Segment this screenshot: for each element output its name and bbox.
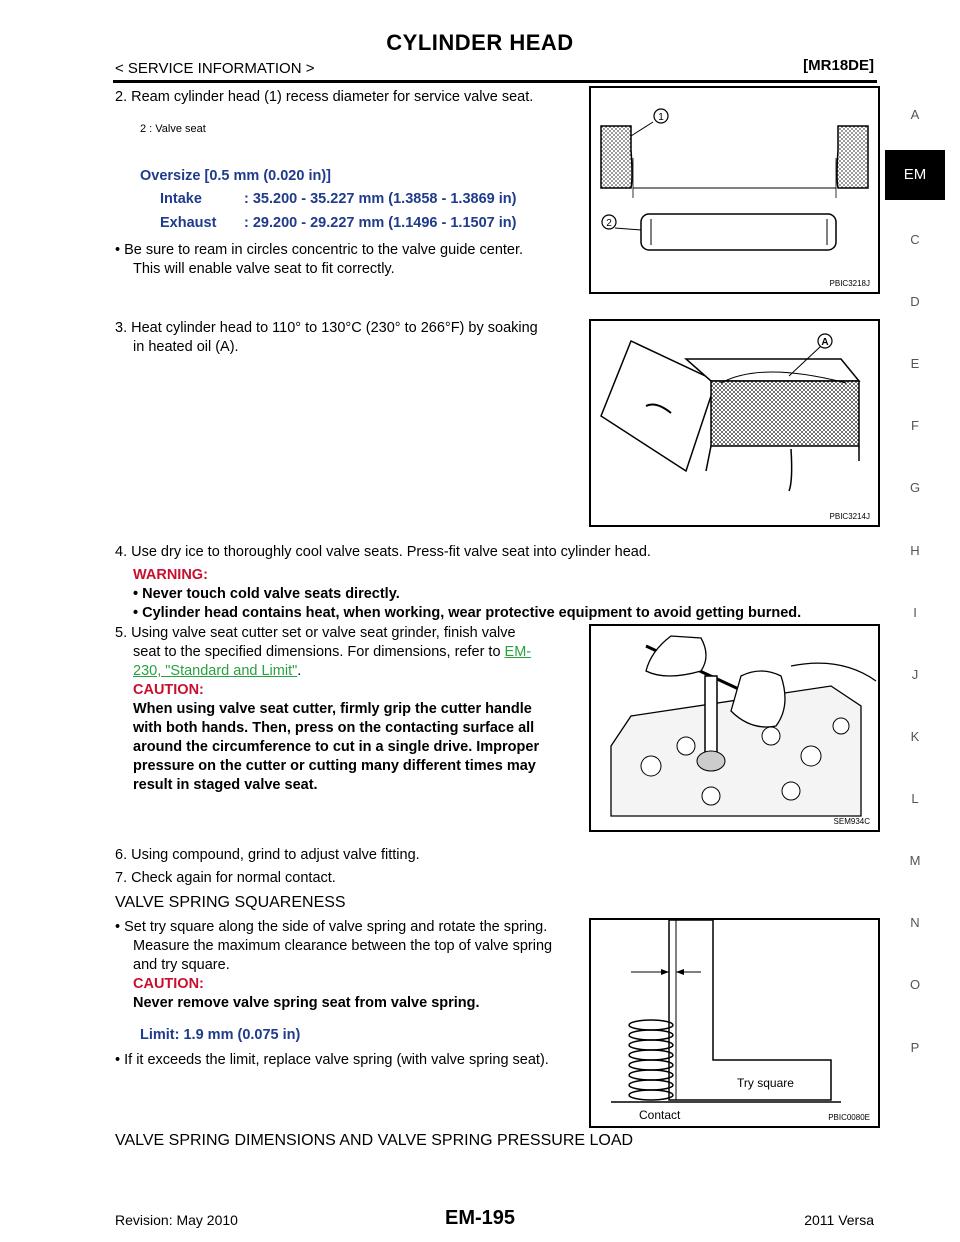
- step-2-bullet-line1: • Be sure to ream in circles concentric to the valve guide center.: [115, 242, 524, 258]
- intake-value: : 35.200 - 35.227 mm (1.3858 - 1.3869 in): [244, 191, 517, 207]
- caution-line-4: pressure on the cutter or cutting many different times may: [133, 758, 536, 774]
- side-index-active-tab[interactable]: EM: [885, 150, 945, 200]
- figure-seat-cutter: [589, 624, 880, 832]
- side-index-l[interactable]: L: [911, 791, 919, 806]
- contact-label: Contact: [639, 1108, 681, 1122]
- squareness-bullet-1-line3: and try square.: [133, 957, 230, 973]
- side-index-n[interactable]: N: [910, 915, 920, 930]
- figure-valve-seat-recess: [589, 86, 880, 294]
- step-2-bullet-line2: This will enable valve seat to fit correctly.: [133, 261, 395, 277]
- oversize-label: Oversize [0.5 mm (0.020 in)]: [140, 168, 331, 184]
- step-2-legend: 2 : Valve seat: [140, 123, 206, 135]
- callout-1: 1: [658, 112, 664, 123]
- side-index-g[interactable]: G: [909, 480, 921, 495]
- standard-and-limit-link[interactable]: 230, "Standard and Limit": [133, 663, 298, 679]
- squareness-bullet-1-line1: • Set try square along the side of valve spring and rotate the spring.: [115, 919, 548, 935]
- squareness-bullet-2: • If it exceeds the limit, replace valve spring (with valve spring seat).: [115, 1052, 549, 1068]
- step-6-text: 6. Using compound, grind to adjust valve fitting.: [115, 847, 420, 863]
- side-index-j[interactable]: J: [911, 667, 919, 682]
- figure-code: PBIC3214J: [829, 512, 870, 521]
- step-5-line3: [133, 662, 301, 681]
- callout-2: 2: [606, 218, 612, 229]
- squareness-limit: Limit: 1.9 mm (0.075 in): [140, 1027, 301, 1043]
- header-rule: [113, 80, 877, 83]
- step-7-text: 7. Check again for normal contact.: [115, 870, 336, 886]
- side-index-d[interactable]: D: [910, 294, 920, 309]
- engine-label: [MR18DE]: [803, 57, 874, 74]
- try-square-label: Try square: [737, 1076, 794, 1090]
- seat-cutter-drawing: [591, 626, 878, 830]
- step-4-text: 4. Use dry ice to thoroughly cool valve seats. Press-fit valve seat into cylinder head.: [115, 544, 651, 560]
- link-period: .: [297, 663, 302, 679]
- side-index-h[interactable]: H: [910, 543, 920, 558]
- valve-seat-recess-drawing: [591, 88, 878, 292]
- caution-line-5: result in staged valve seat.: [133, 777, 318, 793]
- exhaust-label: Exhaust: [160, 215, 217, 231]
- step-5-line1: 5. Using valve seat cutter set or valve seat grinder, finish valve: [115, 625, 516, 641]
- squareness-caution-label: CAUTION:: [133, 976, 204, 992]
- page-title: CYLINDER HEAD: [386, 30, 574, 55]
- side-index-o[interactable]: O: [909, 977, 921, 992]
- squareness-bullet-1-line2: Measure the maximum clearance between the top of valve spring: [133, 938, 553, 954]
- warning-item-1: • Never touch cold valve seats directly.: [133, 586, 400, 602]
- side-index-i[interactable]: I: [913, 605, 917, 620]
- footer-revision: Revision: May 2010: [115, 1212, 238, 1228]
- step-5-line2: [133, 643, 531, 662]
- intake-label: Intake: [160, 191, 202, 207]
- warning-label: WARNING:: [133, 567, 208, 583]
- figure-heated-oil: [589, 319, 880, 527]
- side-index-k[interactable]: K: [910, 729, 920, 744]
- em-230-link-start[interactable]: EM-: [504, 644, 532, 660]
- figure-code: PBIC0080E: [828, 1113, 870, 1122]
- step-3-line1: 3. Heat cylinder head to 110° to 130°C (230° to 266°F) by soaking: [115, 320, 538, 336]
- step-5-line2-text: seat to the specified dimensions. For dimensions, refer to: [133, 644, 501, 660]
- footer-model: 2011 Versa: [804, 1212, 874, 1228]
- caution-line-3: around the circumference to cut in a single drive. Improper: [133, 739, 540, 755]
- figure-code: PBIC3218J: [829, 279, 870, 288]
- page-number: EM-195: [444, 1207, 516, 1229]
- caution-line-2: with both hands. Then, press on the contacting surface all: [133, 720, 535, 736]
- caution-line-1: When using valve seat cutter, firmly grip the cutter handle: [133, 701, 532, 717]
- next-section-heading: VALVE SPRING DIMENSIONS AND VALVE SPRING PRESSURE LOAD: [115, 1132, 634, 1149]
- figure-try-square: [589, 918, 880, 1128]
- side-index-p[interactable]: P: [910, 1040, 920, 1055]
- step-2-text: 2. Ream cylinder head (1) recess diameter for service valve seat.: [115, 89, 534, 105]
- section-label: < SERVICE INFORMATION >: [115, 60, 315, 77]
- try-square-drawing: [591, 920, 878, 1126]
- side-index-c[interactable]: C: [910, 232, 920, 247]
- side-index-e[interactable]: E: [910, 356, 920, 371]
- caution-label: CAUTION:: [133, 682, 204, 698]
- heated-oil-drawing: [591, 321, 878, 525]
- figure-code: SEM934C: [833, 817, 870, 826]
- side-index-f[interactable]: F: [911, 418, 919, 433]
- step-3-line2: in heated oil (A).: [133, 339, 239, 355]
- side-index-m[interactable]: M: [909, 853, 921, 868]
- side-index-a[interactable]: A: [910, 107, 920, 122]
- callout-a: A: [821, 337, 829, 348]
- exhaust-value: : 29.200 - 29.227 mm (1.1496 - 1.1507 in): [244, 215, 517, 231]
- squareness-heading: VALVE SPRING SQUARENESS: [115, 894, 346, 911]
- warning-item-2: • Cylinder head contains heat, when working, wear protective equipment to avoid getting burned.: [133, 605, 802, 621]
- squareness-caution-text: Never remove valve spring seat from valve spring.: [133, 995, 480, 1011]
